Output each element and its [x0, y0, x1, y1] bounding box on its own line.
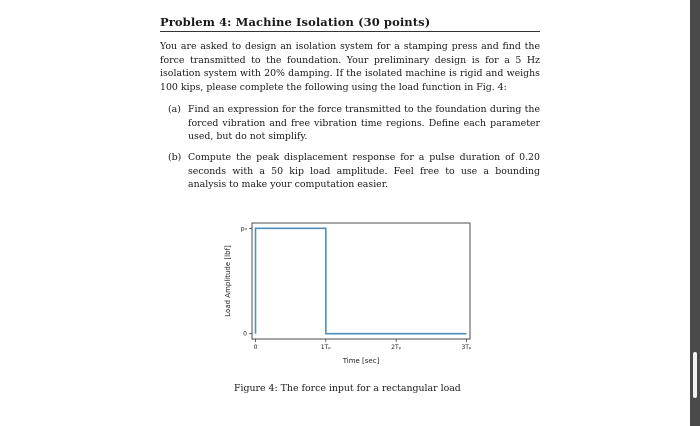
question-b — [168, 151, 540, 192]
x-tick-label: 3Tₚ — [461, 344, 472, 351]
chart-series — [256, 228, 467, 333]
question-b-label: (b) — [168, 152, 182, 163]
question-b-text: Compute the peak displacement response for a pulse duration of 0.20 seconds with a 50 kip load amplitude. Feel free to use a bounding analysis to make your computation easier. — [188, 152, 540, 190]
series-line — [256, 228, 467, 333]
chart-axes — [241, 223, 472, 351]
problem-title: Problem 4: Machine Isolation (30 points) — [160, 15, 431, 29]
x-tick-label: 2Tₚ — [391, 344, 402, 351]
chart-svg — [218, 215, 478, 375]
question-a-label: (a) — [168, 104, 181, 115]
intro-paragraph: You are asked to design an isolation system for a stamping press and find the force transmitted to the foundation. Your preliminary design is for a 5 Hz isolation system with 20% damping. If the isolated machine is rigid and weighs 100 kips, please complete the following using the load function in Fig. 4: — [160, 41, 540, 93]
x-tick-label: 0 — [253, 344, 258, 351]
y-tick-label: 0 — [243, 330, 247, 338]
x-axis-label: Time [sec] — [342, 357, 380, 365]
y-axis-label: Load Amplitude [lbf] — [224, 245, 232, 317]
load-function-chart — [218, 215, 478, 375]
scrollbar-thumb[interactable] — [693, 352, 697, 398]
question-a-text: Find an expression for the force transmitted to the foundation during the forced vibration and free vibration time regions. Define each parameter used, but do not simplify. — [188, 104, 540, 142]
y-tick-label: p₀ — [240, 225, 247, 233]
question-a — [168, 103, 540, 144]
title-rule — [160, 31, 540, 32]
figure-caption: Figure 4: The force input for a rectangular load — [234, 383, 461, 394]
x-tick-label: 1Tₚ — [320, 344, 331, 351]
plot-frame — [252, 223, 470, 339]
window-edge — [690, 0, 700, 426]
